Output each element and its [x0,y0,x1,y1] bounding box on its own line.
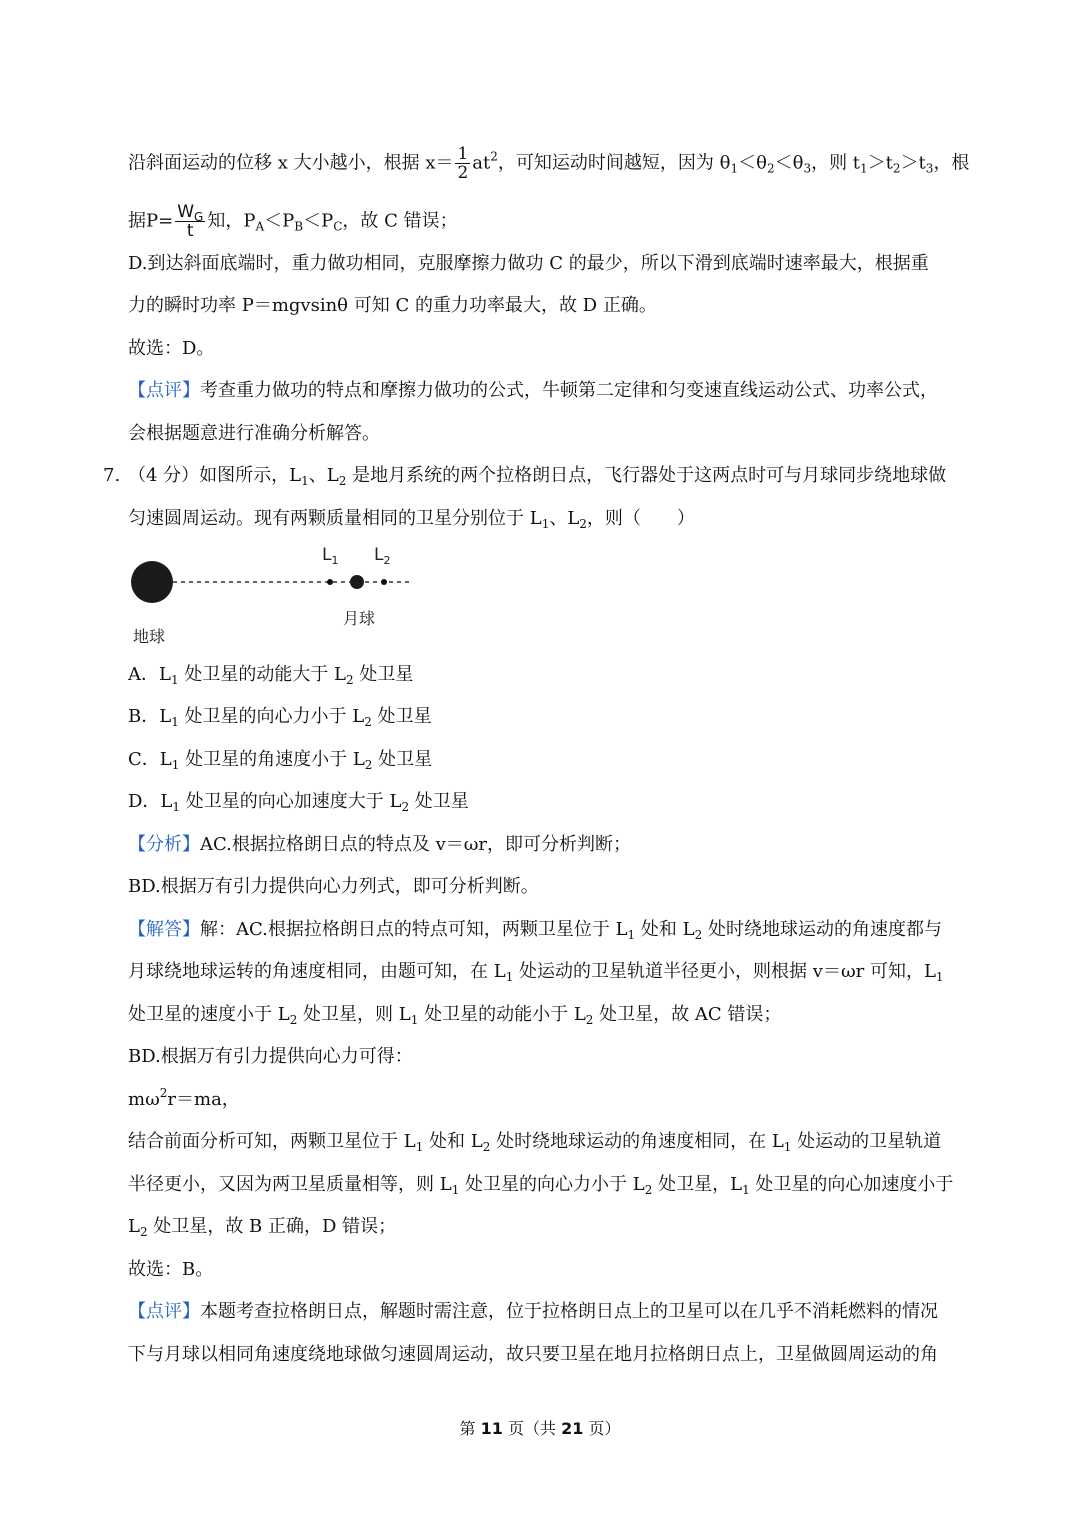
prev-line-2: 据P= $\frac{W_G}{t}$ 知，$P_A<P_B<P_C$，故 C 错误； [128,202,458,241]
l2-label: $L_2$ [374,545,391,567]
option-a: A．$L_1$ 处卫星的动能大于 $L_2$ 处卫星 [128,664,414,687]
analysis-1: 【分析】AC.根据拉格朗日点的特点及 v＝ωr，即可分析判断； [128,834,632,855]
prev-review: 【点评】考查重力做功的特点和摩擦力做功的公式，牛顿第二定律和匀变速直线运动公式、功率公式， [128,380,938,401]
question-number: 7. [103,465,121,486]
moon-icon [350,575,364,589]
l2-point [381,579,387,585]
answer-6: 结合前面分析可知，两颗卫星位于 $L_1$ 处和 $L_2$ 处时绕地球运动的角速度相同，在 $L_1$ 处运动的卫星轨道 [128,1131,942,1154]
earth-icon [131,561,173,603]
fraction-half: $\frac{1}{2}$ [457,144,469,183]
q7-review-1: 【点评】本题考查拉格朗日点，解题时需注意，位于拉格朗日点上的卫星可以在几乎不消耗燃料的情况 [128,1301,938,1322]
option-c: C．$L_1$ 处卫星的角速度小于 $L_2$ 处卫星 [128,749,433,772]
moon-label: 月球 [343,609,376,628]
answer-5: $m\omega^2r=ma$， [128,1086,240,1110]
answer-7: 半径更小，又因为两卫星质量相等，则 $L_1$ 处卫星的向心力小于 $L_2$ 处卫星，$L_1$ 处卫星的向心加速度小于 [128,1174,954,1197]
answer-3: 处卫星的速度小于 $L_2$ 处卫星，则 $L_1$ 处卫星的动能小于 $L_2$ 处卫星，故 AC 错误； [128,1004,782,1027]
prev-line-4: 力的瞬时功率 P＝mgvsinθ 可知 C 的重力功率最大，故 D 正确。 [128,295,657,316]
answer-tag: 【解答】 [128,919,200,940]
q7-choose: 故选：B。 [128,1259,214,1280]
prev-line-1: 沿斜面运动的位移 x 大小越小，根据 x＝ $\frac{1}{2}$ $at^2$，可知运动时间越短，因为 $\theta_1<\theta_2<\theta_3$，则 $t_1>t_2>t_3$，根 [128,144,970,183]
q7-stem-2: 匀速圆周运动。现有两颗质量相同的卫星分别位于 $L_1$、$L_2$，则（ ） [128,508,695,531]
answer-8: $L_2$ 处卫星，故 B 正确，D 错误； [128,1216,397,1239]
prev-line-3: D.到达斜面底端时，重力做功相同，克服摩擦力做功 C 的最少，所以下滑到底端时速率最大，根据重 [128,253,929,274]
q7-stem-1: （4 分）如图所示，$L_1$、$L_2$ 是地月系统的两个拉格朗日点，飞行器处于这两点时可与月球同步绕地球做 [128,465,947,488]
fraction-power: $\frac{W_G}{t}$ [177,202,204,241]
earth-moon-diagram [125,540,425,650]
l1-label: $L_1$ [322,545,339,567]
prev-choose: 故选：D。 [128,338,215,359]
review-tag: 【点评】 [128,380,200,401]
q7-review-2: 下与月球以相同角速度绕地球做匀速圆周运动，故只要卫星在地月拉格朗日点上，卫星做圆周运动的角 [128,1344,938,1365]
l1-point [327,579,333,585]
analysis-2: BD.根据万有引力提供向心力列式，即可分析判断。 [128,876,539,897]
prev-review-2: 会根据题意进行准确分析解答。 [128,423,380,444]
answer-4: BD.根据万有引力提供向心力可得： [128,1046,413,1067]
answer-2: 月球绕地球运转的角速度相同，由题可知，在 $L_1$ 处运动的卫星轨道半径更小，则根据 v＝ωr 可知，$L_1$ [128,961,944,984]
analysis-tag: 【分析】 [128,834,200,855]
review-tag: 【点评】 [128,1301,200,1322]
option-b: B．$L_1$ 处卫星的向心力小于 $L_2$ 处卫星 [128,706,432,729]
earth-label: 地球 [133,627,166,646]
page-footer: 第 11 页（共 21 页） [459,1419,621,1438]
answer-1: 【解答】解：AC.根据拉格朗日点的特点可知，两颗卫星位于 $L_1$ 处和 $L_2$ 处时绕地球运动的角速度都与 [128,919,942,942]
option-d: D．$L_1$ 处卫星的向心加速度大于 $L_2$ 处卫星 [128,791,469,814]
